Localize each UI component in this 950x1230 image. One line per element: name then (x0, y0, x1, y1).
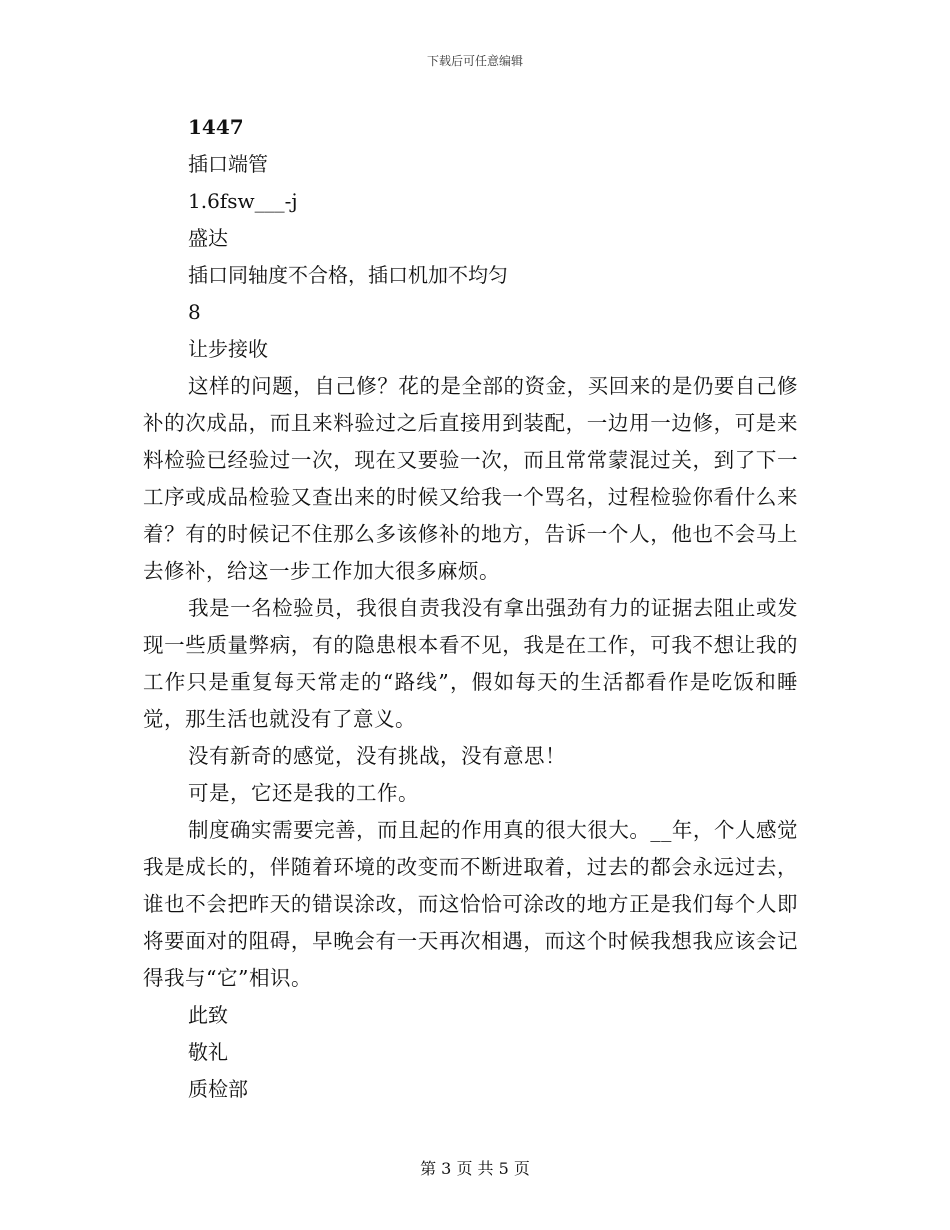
closing-regards: 敬礼 (188, 1040, 228, 1064)
part-name: 插口端管 (188, 152, 268, 176)
body-paragraph-5: 制度确实需要完善，而且起的作用真的很大很大。__年，个人感觉我是成长的，伴随着环境的改变而不断进取着，过去的都会永远过去，谁也不会把昨天的错误涂改，而这恰恰可涂改的地方正是我们每个人即将要面对的阻碍，早晚会有一天再次相遇，而这个时候我想我应该会记得我与“它”相识。 (143, 818, 798, 990)
page-indicator: 第 3 页 共 5 页 (420, 1159, 530, 1178)
body-paragraph-1: 这样的问题，自己修？花的是全部的资金，买回来的是仍要自己修补的次成品，而且来料验过之后直接用到装配，一边用一边修，可是来料检验已经验过一次，现在又要验一次，而且常常蒙混过关，到了下一工序或成品检验又查出来的时候又给我一个骂名，过程检验你看什么来着？有的时候记不住那么多该修补的地方，告诉一个人，他也不会马上去修补，给这一步工作加大很多麻烦。 (143, 374, 798, 583)
defect-description: 插口同轴度不合格，插口机加不均匀 (188, 263, 508, 287)
part-model: 1.6fsw___-j (188, 189, 298, 213)
closing-salutation: 此致 (188, 1003, 228, 1027)
page-header: 下载后可任意编辑 (426, 54, 523, 68)
body-paragraph-4: 可是，它还是我的工作。 (188, 781, 419, 805)
body-paragraph-3: 没有新奇的感觉，没有挑战，没有意思！ (188, 744, 566, 768)
disposition: 让步接收 (188, 337, 268, 361)
body-paragraph-2: 我是一名检验员，我很自责我没有拿出强劲有力的证据去阻止或发现一些质量弊病，有的隐患根本看不见，我是在工作，可我不想让我的工作只是重复每天常走的“路线”，假如每天的生活都看作是吃饭和睡觉，那生活也就没有了意义。 (143, 596, 798, 731)
signature: 质检部 (188, 1077, 248, 1101)
record-number: 1447 (188, 115, 244, 139)
supplier-name: 盛达 (188, 226, 228, 250)
defect-quantity: 8 (188, 300, 201, 324)
